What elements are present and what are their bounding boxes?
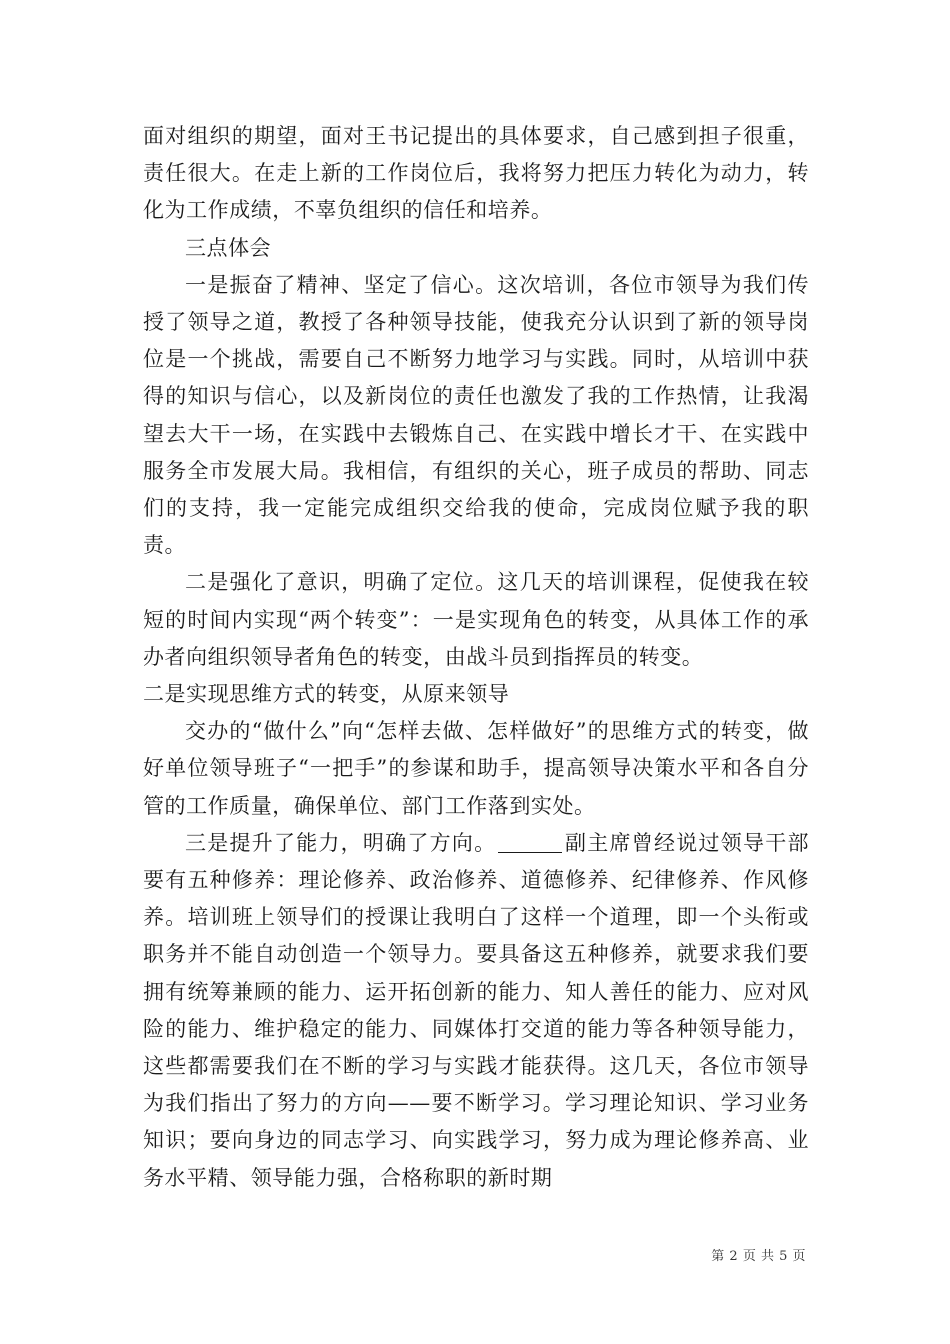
paragraph-6-rest: 副主席曾经说过领导干部要有五种修养：理论修养、政治修养、道德修养、纪律修养、作风修养。培训班上领导们的授课让我明白了这样一个道理，即一个头衔或职务并不能自动创造一个领导力。要具备这五种修养，就要求我们要拥有统筹兼顾的能力、运开拓创新的能力、知人善任的能力、应对风险的能力、维护稳定的能力、同媒体打交道的能力等各种领导能力，这些都需要我们在不断的学习与实践才能获得。这几天，各位市领导为我们指出了努力的方向——要不断学习。学习理论知识、学习业务知识；要向身边的同志学习、向实践学习，努力成为理论修养高、业务水平精、领导能力强，合格称职的新时期: [143, 830, 809, 1190]
name-blank: [498, 832, 562, 853]
paragraph-2: 一是振奋了精神、坚定了信心。这次培训，各位市领导为我们传授了领导之道，教授了各种领导技能，使我充分认识到了新的领导岗位是一个挑战，需要自己不断努力地学习与实践。同时，从培训中获得的知识与信心，以及新岗位的责任也激发了我的工作热情，让我渴望去大干一场，在实践中去锻炼自己、在实践中增长才干、在实践中服务全市发展大局。我相信，有组织的关心，班子成员的帮助、同志们的支持，我一定能完成组织交给我的使命，完成岗位赋予我的职责。: [143, 272, 809, 558]
paragraph-5: 交办的“做什么”向“怎样去做、怎样做好”的思维方式的转变，做好单位领导班子“一把手”的参谋和助手，提高领导决策水平和各自分管的工作质量，确保单位、部门工作落到实处。: [143, 719, 809, 818]
paragraph-4: 二是实现思维方式的转变，从原来领导: [143, 682, 510, 707]
paragraph-6-start: 三是提升了能力，明确了方向。: [185, 830, 497, 855]
document-body: [143, 118, 809, 1197]
section-heading: 三点体会: [185, 235, 272, 260]
page-footer: 第 2 页 共 5 页: [711, 1249, 806, 1264]
paragraph-6: [143, 825, 809, 1197]
paragraph-1: 面对组织的期望，面对王书记提出的具体要求，自己感到担子很重，责任很大。在走上新的工作岗位后，我将努力把压力转化为动力，转化为工作成绩，不辜负组织的信任和培养。: [143, 124, 809, 223]
paragraph-3: 二是强化了意识，明确了定位。这几天的培训课程，促使我在较短的时间内实现“两个转变”：一是实现角色的转变，从具体工作的承办者向组织领导者角色的转变，由战斗员到指挥员的转变。: [143, 570, 809, 669]
